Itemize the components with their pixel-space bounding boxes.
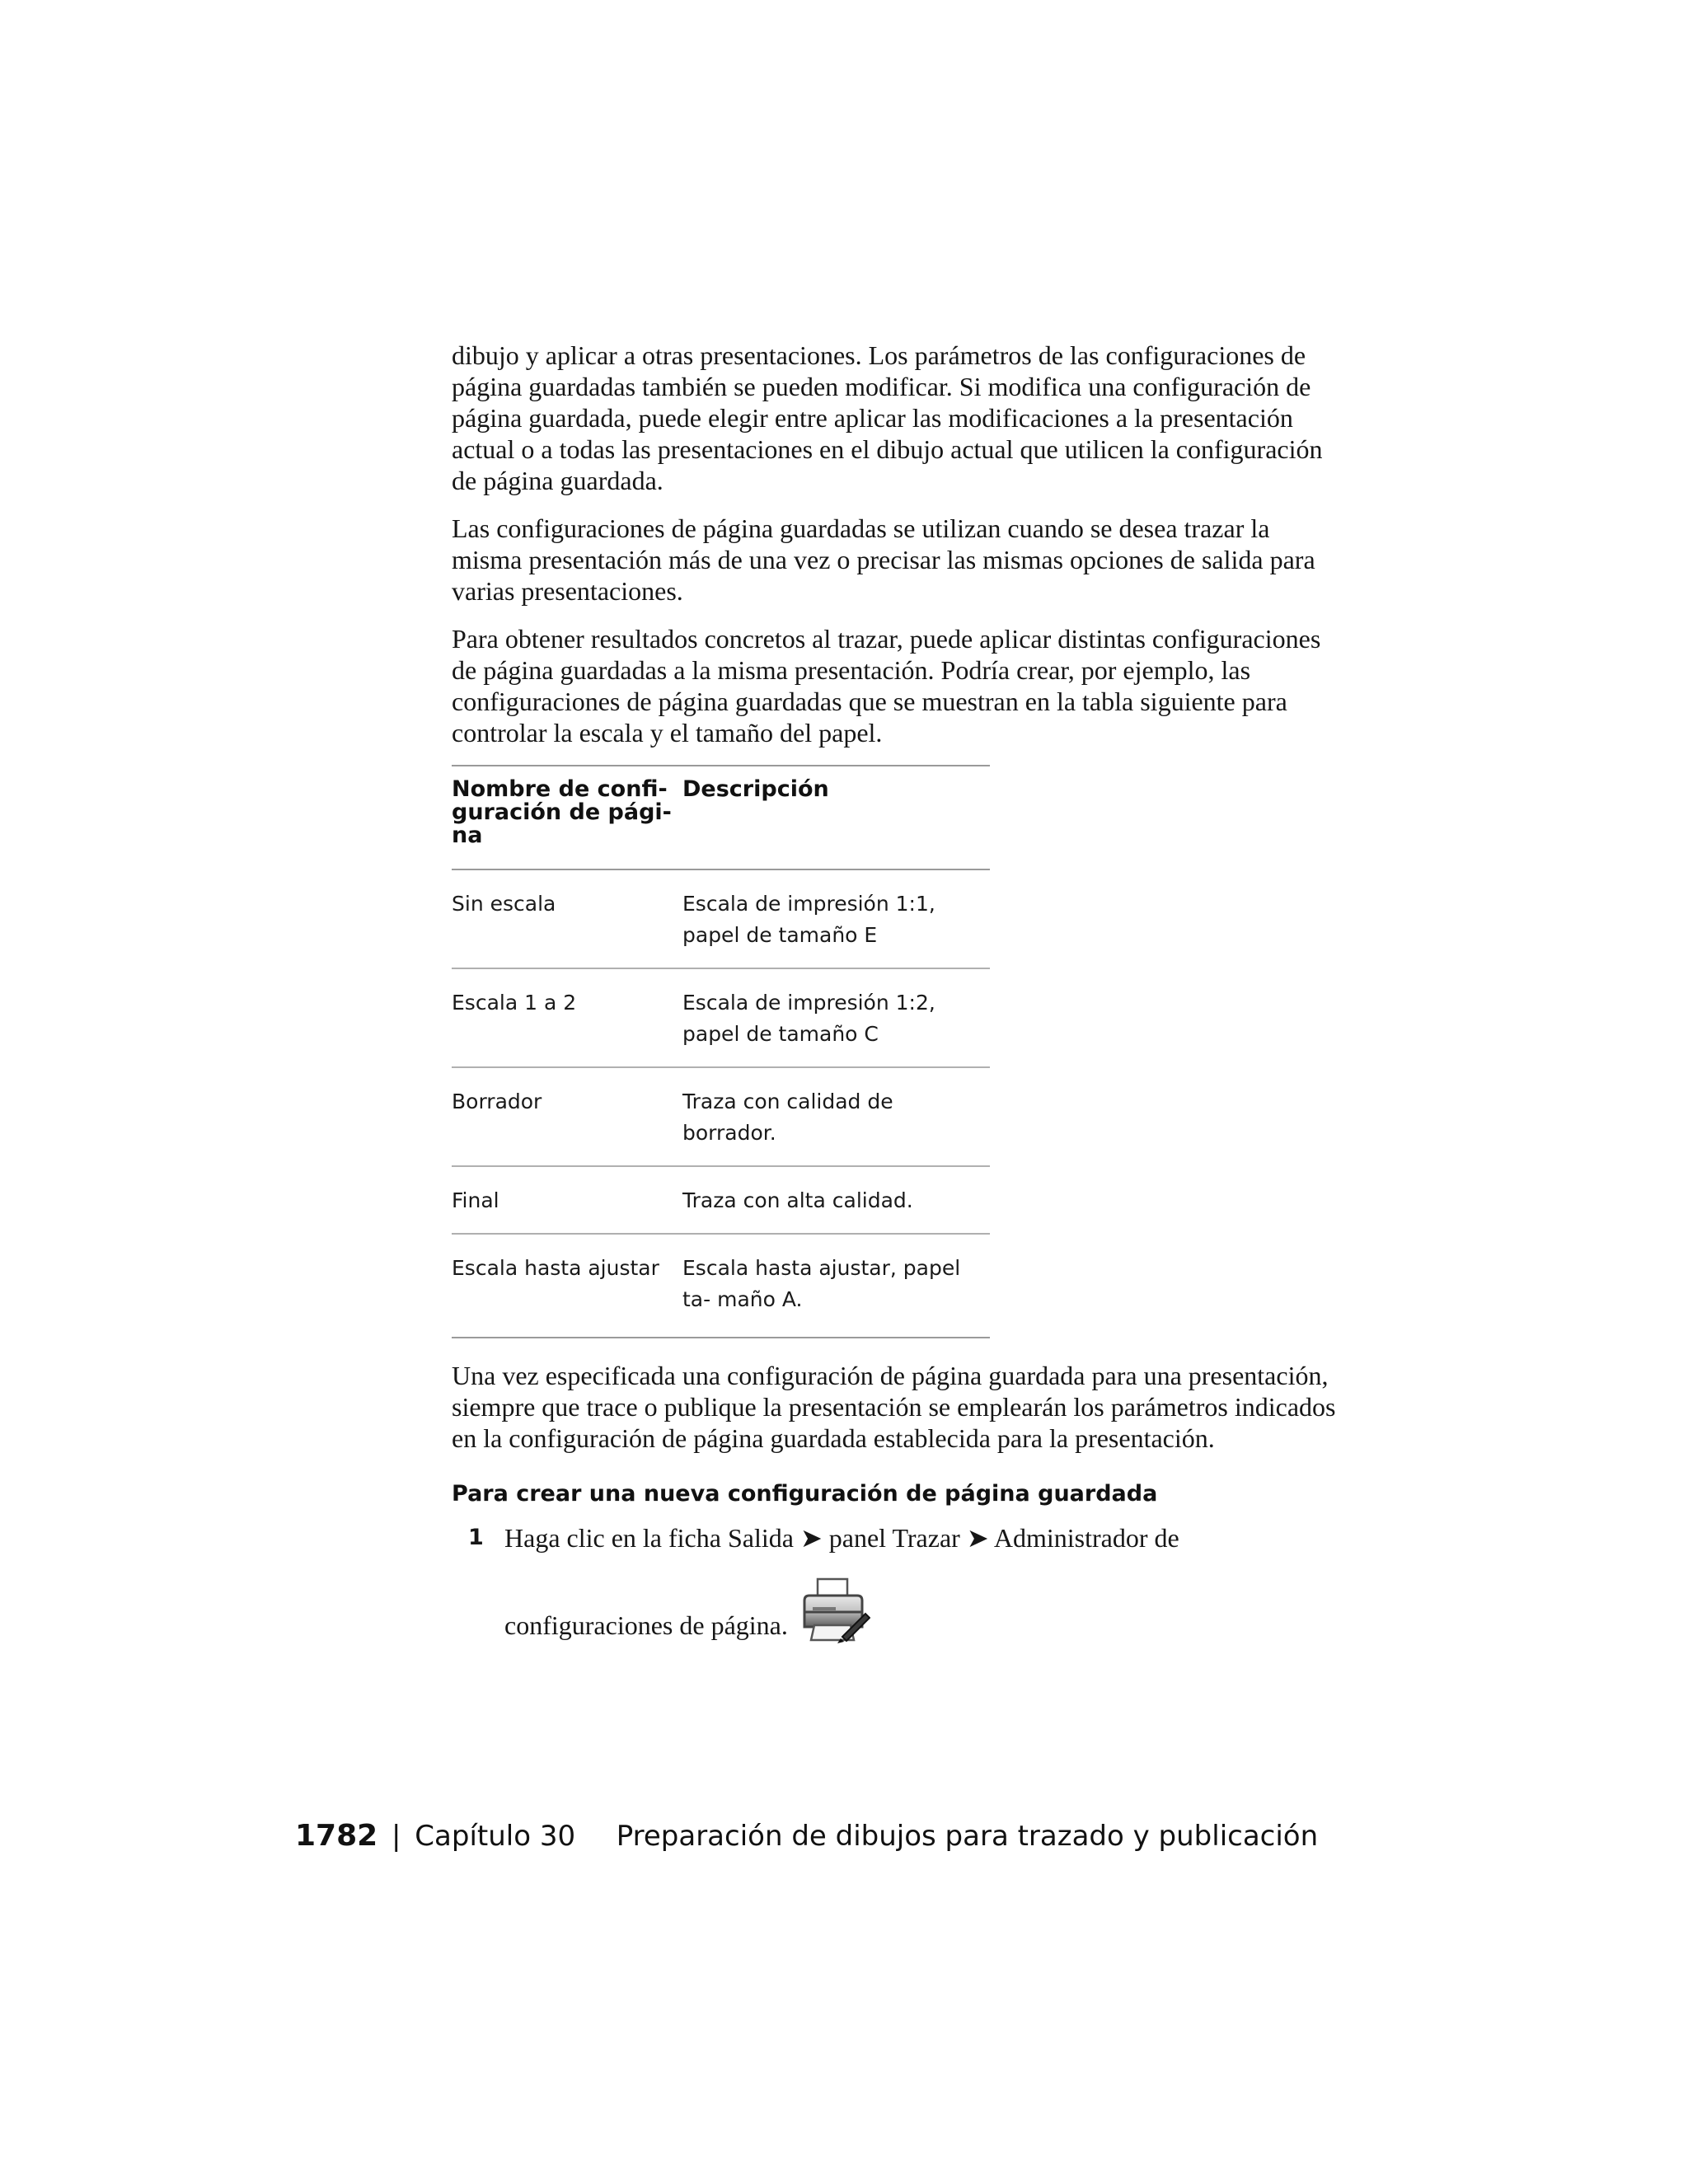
chapter-title: Preparación de dibujos para trazado y publicación bbox=[616, 1820, 1319, 1853]
table-cell-description: Escala hasta ajustar, papel ta- maño A. bbox=[682, 1234, 990, 1338]
paragraph-3: Para obtener resultados concretos al trazar, puede aplicar distintas configuraciones de página guardadas a la misma presentación. Podría crear, por ejemplo, las configuraciones de página guardadas que se muestran en la tabla siguiente para controlar la escala y el tamaño del papel. bbox=[452, 624, 1321, 748]
step-text-line2: configuraciones de página. bbox=[504, 1610, 788, 1640]
table-header-row bbox=[452, 766, 990, 869]
table-cell-description: Escala de impresión 1:2, papel de tamaño C bbox=[682, 968, 990, 1067]
procedure-step bbox=[452, 1521, 1338, 1645]
table-cell-name: Borrador bbox=[452, 1067, 682, 1166]
table-cell-name: Escala hasta ajustar bbox=[452, 1234, 682, 1338]
table-row bbox=[452, 968, 990, 1067]
page-setup-manager-printer-icon[interactable] bbox=[799, 1576, 870, 1645]
table-cell-description: Traza con alta calidad. bbox=[682, 1166, 990, 1234]
paragraph-2: Las configuraciones de página guardadas se utilizan cuando se desea trazar la misma presentación más de una vez o precisar las mismas opciones de salida para varias presentaciones. bbox=[452, 513, 1315, 606]
table-row bbox=[452, 1166, 990, 1234]
step-line2 bbox=[504, 1576, 1338, 1645]
table-header-description: Descripción bbox=[682, 766, 990, 869]
chapter-label: Capítulo 30 bbox=[415, 1820, 576, 1853]
page-number: 1782 bbox=[295, 1819, 378, 1853]
table-cell-name: Escala 1 a 2 bbox=[452, 968, 682, 1067]
procedure-title: Para crear una nueva configuración de página guardada bbox=[452, 1481, 1158, 1507]
table-cell-name: Sin escala bbox=[452, 869, 682, 968]
step-number: 1 bbox=[468, 1525, 484, 1550]
table-header-name: Nombre de confi- guración de pági- na bbox=[452, 766, 682, 869]
page-content bbox=[452, 340, 1338, 1645]
paragraph-1: dibujo y aplicar a otras presentaciones. Los parámetros de las configuraciones de página guardadas también se pueden modificar. Si modifica una configuración de página guardada, puede elegir entre aplicar las modificaciones a la presentación actual o a todas las presentaciones en el dibujo actual que utilicen la configuración de página guardada. bbox=[452, 340, 1323, 495]
table-cell-name: Final bbox=[452, 1166, 682, 1234]
table-cell-description: Escala de impresión 1:1, papel de tamaño E bbox=[682, 869, 990, 968]
page-setup-table bbox=[452, 765, 990, 1338]
table-row bbox=[452, 869, 990, 968]
table-row bbox=[452, 1067, 990, 1166]
paragraph-after-table: Una vez especificada una configuración de página guardada para una presentación, siempre que trace o publique la presentación se emplearán los parámetros indicados en la configuración de página guardada establecida para la presentación. bbox=[452, 1361, 1336, 1453]
table-row bbox=[452, 1234, 990, 1338]
table-cell-description: Traza con calidad de borrador. bbox=[682, 1067, 990, 1166]
footer-separator: | bbox=[392, 1820, 401, 1853]
page-footer bbox=[295, 1818, 1318, 1854]
step-text-line1: Haga clic en la ficha Salida ➤ panel Trazar ➤ Administrador de bbox=[504, 1523, 1179, 1553]
